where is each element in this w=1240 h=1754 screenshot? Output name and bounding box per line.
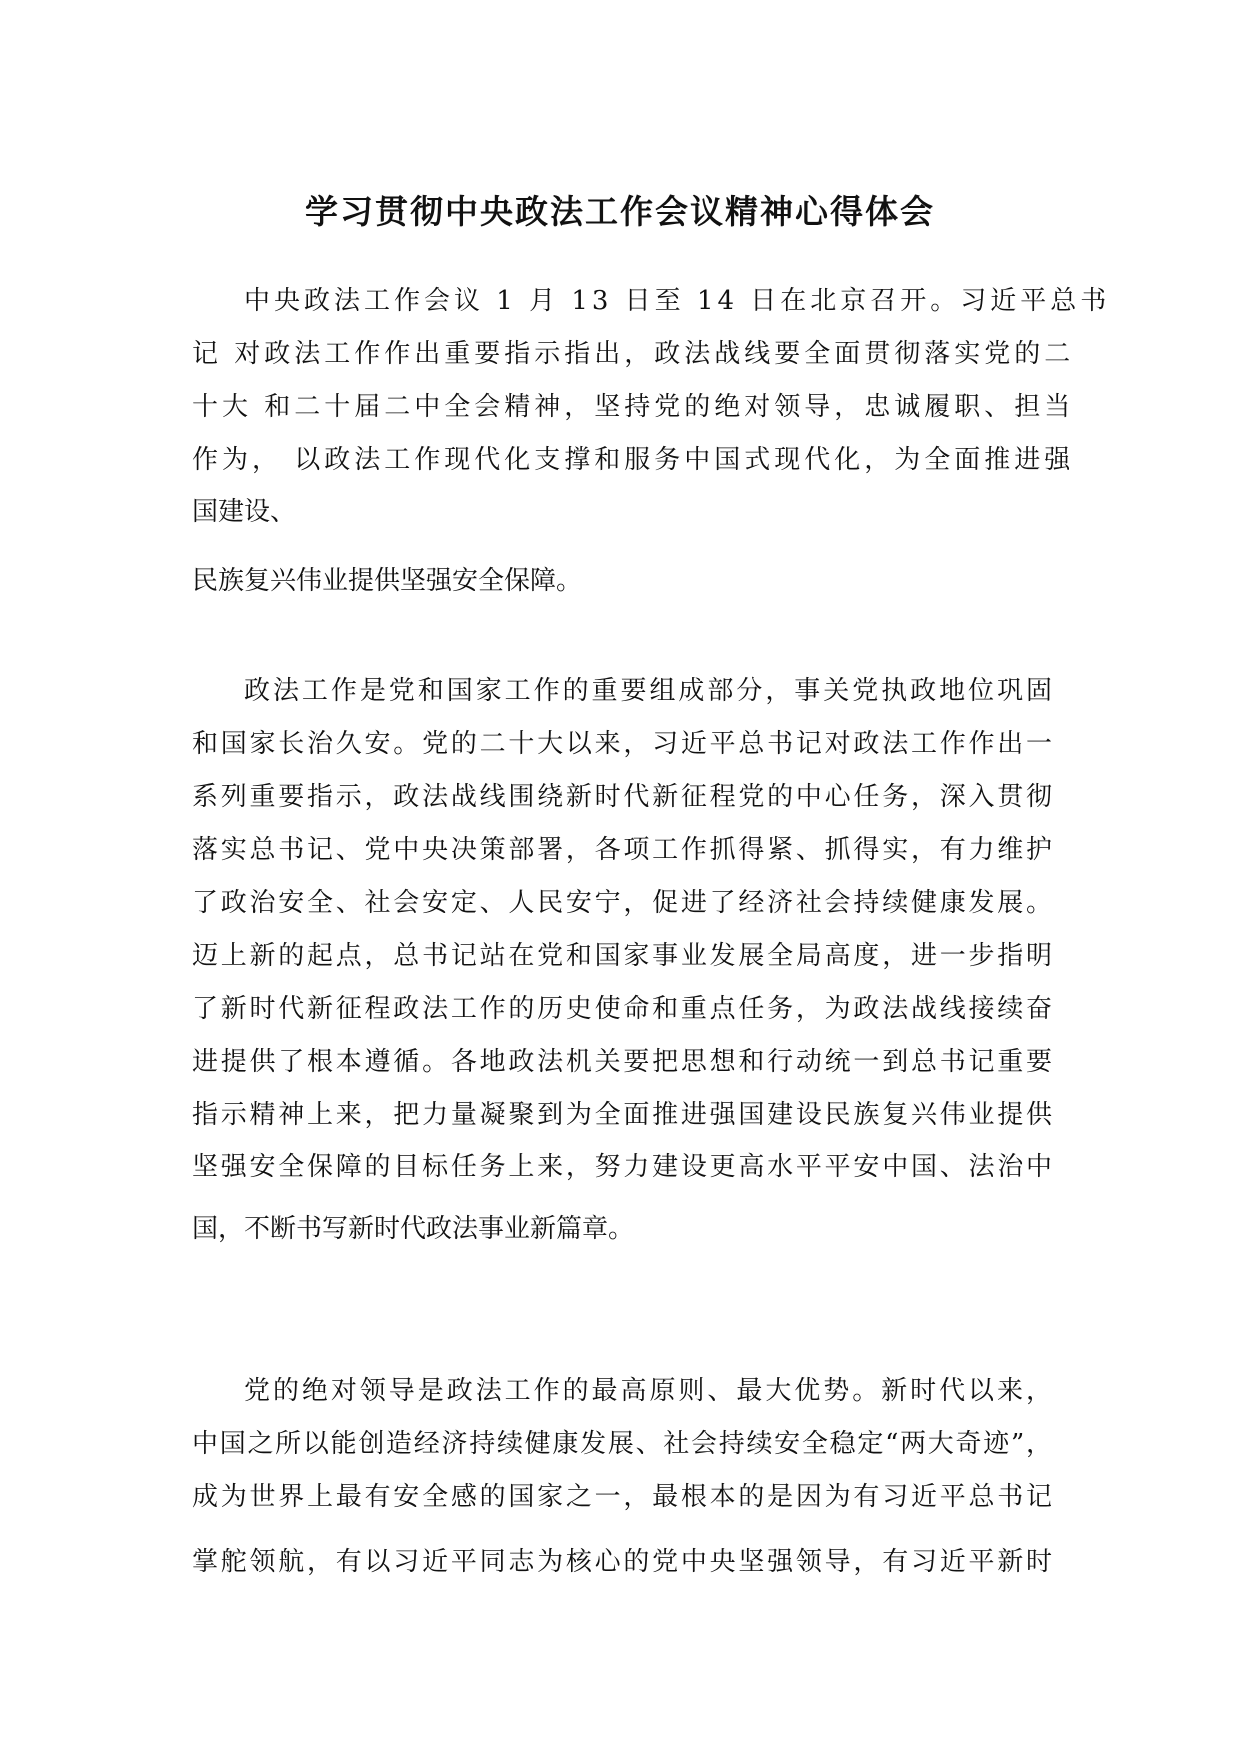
paragraph-3-line-2: 中国之所以能创造经济持续健康发展、社会持续安全稳定“两大奇迹”， xyxy=(192,1429,1052,1459)
paragraph-3-line-3: 成为世界上最有安全感的国家之一，最根本的是因为有习近平总书记 xyxy=(192,1482,1052,1512)
paragraph-1-line-3: 十大 和二十届二中全会精神，坚持党的绝对领导，忠诚履职、担当 xyxy=(192,392,1075,422)
paragraph-2-line-6: 迈上新的起点，总书记站在党和国家事业发展全局高度，进一步指明 xyxy=(192,941,1052,971)
paragraph-2-line-2: 和国家长治久安。党的二十大以来，习近平总书记对政法工作作出一 xyxy=(192,729,1052,759)
paragraph-3-line-1: 党的绝对领导是政法工作的最高原则、最大优势。新时代以来， xyxy=(244,1376,1052,1406)
paragraph-2-line-8: 进提供了根本遵循。各地政法机关要把思想和行动统一到总书记重要 xyxy=(192,1047,1052,1077)
paragraph-2-line-11: 国，不断书写新时代政法事业新篇章。 xyxy=(192,1214,635,1244)
paragraph-1-line-6: 民族复兴伟业提供坚强安全保障。 xyxy=(192,566,583,596)
paragraph-2-line-4: 落实总书记、党中央决策部署，各项工作抓得紧、抓得实，有力维护 xyxy=(192,835,1052,865)
paragraph-2-line-5: 了政治安全、社会安定、人民安宁，促进了经济社会持续健康发展。 xyxy=(192,888,1052,918)
paragraph-1-line-2: 记 对政法工作作出重要指示指出，政法战线要全面贯彻落实党的二 xyxy=(192,339,1075,369)
paragraph-1-line-5: 国建设、 xyxy=(192,497,297,527)
paragraph-1-line-4: 作为， 以政法工作现代化支撑和服务中国式现代化，为全面推进强 xyxy=(192,445,1075,475)
paragraph-3-line-4: 掌舵领航，有以习近平同志为核心的党中央坚强领导，有习近平新时 xyxy=(192,1547,1052,1577)
paragraph-2-line-3: 系列重要指示，政法战线围绕新时代新征程党的中心任务，深入贯彻 xyxy=(192,782,1052,812)
paragraph-2-line-7: 了新时代新征程政法工作的历史使命和重点任务，为政法战线接续奋 xyxy=(192,994,1052,1024)
paragraph-1-line-1: 中央政法工作会议 1 月 13 日至 14 日在北京召开。习近平总书 xyxy=(244,286,1111,316)
paragraph-2-line-10: 坚强安全保障的目标任务上来，努力建设更高水平平安中国、法治中 xyxy=(192,1152,1052,1182)
paragraph-2-line-9: 指示精神上来，把力量凝聚到为全面推进强国建设民族复兴伟业提供 xyxy=(192,1100,1052,1130)
document-title: 学习贯彻中央政法工作会议精神心得体会 xyxy=(305,192,935,231)
paragraph-2-line-1: 政法工作是党和国家工作的重要组成部分，事关党执政地位巩固 xyxy=(244,676,1052,706)
